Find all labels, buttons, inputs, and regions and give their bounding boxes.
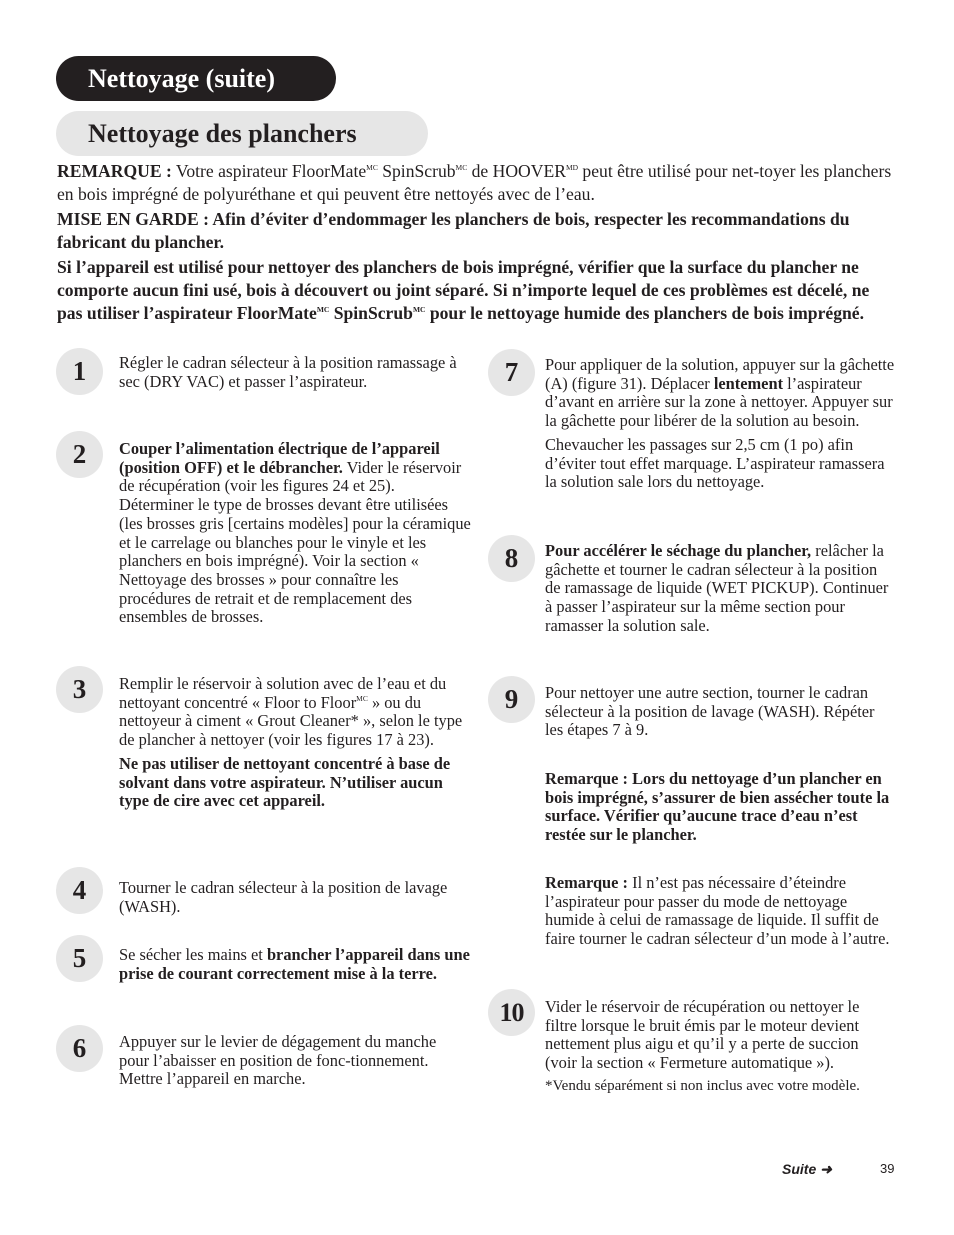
intro-block xyxy=(57,160,892,327)
step-8 xyxy=(545,542,890,641)
remarque-label: REMARQUE : xyxy=(57,161,172,181)
step-number-10: 10 xyxy=(488,989,535,1036)
step-9-text: Pour nettoyer une autre section, tourner le cadran sélecteur à la position de lavage (WASH). Répéter les étapes 7 à 9. xyxy=(545,683,875,740)
warning-text: SpinScrub xyxy=(329,303,413,323)
warning-text: Si l’appareil est utilisé pour nettoyer des planchers de bois imprégné, vérifier que la surface du plancher ne comporte aucun fini usé, bois à découvert ou joint séparé. Si n’importe lequel de ces problèmes est décelé, ne pas utiliser l’aspirateur FloorMate xyxy=(57,257,870,323)
trademark-mc: MC xyxy=(316,305,330,314)
step-number-8: 8 xyxy=(488,535,535,582)
remarque-paragraph xyxy=(57,160,892,206)
step-2 xyxy=(119,440,471,632)
remarque-text: de HOOVER xyxy=(467,161,566,181)
step-5-text: Se sécher les mains et xyxy=(119,945,267,964)
step-7-text-2: Chevaucher les passages sur 2,5 cm (1 po) afin d’éviter tout effet marquage. L’aspirateur ramassera la solution sale lors du nettoyage. xyxy=(545,434,885,492)
step-number-4: 4 xyxy=(56,867,103,914)
subsection-title: Nettoyage des planchers xyxy=(56,111,428,156)
step-5-bold: brancher l’appareil dans une prise de courant correctement mise à la terre. xyxy=(119,945,470,983)
step-4 xyxy=(119,879,459,921)
step-3-bold: Ne pas utiliser de nettoyant concentré à base de solvant dans votre aspirateur. N’utiliser aucun type de cire avec cet appareil. xyxy=(119,753,451,811)
step-6 xyxy=(119,1033,459,1094)
step-9 xyxy=(545,684,890,745)
page-number: 39 xyxy=(880,1161,895,1176)
trademark-mc: MC xyxy=(366,163,378,172)
trademark-mc: MC xyxy=(455,163,468,172)
step-number-6: 6 xyxy=(56,1025,103,1072)
mise-en-garde: MISE EN GARDE : Afin d’éviter d’endommager les planchers de bois, respecter les recommandations du fabricant du plancher. xyxy=(57,209,850,252)
trademark-mc: MC xyxy=(412,305,426,314)
remarque-text: Votre aspirateur FloorMate xyxy=(171,161,367,181)
trademark-mc: MC xyxy=(356,693,368,703)
step-number-3: 3 xyxy=(56,666,103,713)
note-2-text: Il n’est pas nécessaire d’éteindre l’aspirateur pour passer du mode de nettoyage humide à celui de ramassage de liquide. Il suffit de faire tourner le cadran sélecteur d’un mode à l’autre. xyxy=(545,873,890,949)
step-10 xyxy=(545,998,885,1100)
step-number-2: 2 xyxy=(56,431,103,478)
step-5 xyxy=(119,946,474,988)
note-2-label: Remarque : xyxy=(545,873,629,892)
step-number-5: 5 xyxy=(56,935,103,982)
step-3-text: » ou du nettoyeur à ciment « Grout Cleaner* », selon le type de plancher à nettoyer (voir les figures 17 à 23). xyxy=(119,692,463,750)
step-7-text: Pour appliquer de la solution, appuyer sur la gâchette (A) (figure 31). Déplacer xyxy=(545,355,895,393)
step-1-text: Régler le cadran sélecteur à la position ramassage à sec (DRY VAC) et passer l’aspirateur. xyxy=(119,353,457,391)
step-2-bold: Couper l’alimentation électrique de l’appareil (position OFF) et le débrancher. xyxy=(119,439,440,477)
trademark-md: MD xyxy=(565,163,579,172)
step-3-text: Remplir le réservoir à solution avec de l’eau et du nettoyant concentré « Floor to Floor xyxy=(119,674,447,712)
warning-paragraph xyxy=(57,256,892,325)
step-number-1: 1 xyxy=(56,348,103,395)
step-7-text: l’aspirateur d’avant en arrière sur la zone à nettoyer. Appuyer sur la gâchette pour libérer de la solution au besoin. xyxy=(545,373,893,431)
step-number-9: 9 xyxy=(488,676,535,723)
step-6-text: Appuyer sur le levier de dégagement du manche pour l’abaisser en position de fonc-tionnement. Mettre l’appareil en marche. xyxy=(119,1032,437,1089)
note-wood-floor xyxy=(545,770,900,845)
remarque-text: SpinScrub xyxy=(377,161,456,181)
step-7-bold: lentement xyxy=(713,373,784,393)
warning-text: pour le nettoyage humide des planchers de bois imprégné. xyxy=(425,303,864,323)
step-7 xyxy=(545,356,897,497)
step-2-text: Vider le réservoir de récupération (voir les figures 24 et 25). Déterminer le type de brosses devant être utilisées (les brosses gris [certains modèles] pour la céramique et le carrelage ou blanches pour le vinyle et les planchers en bois imprégné). Voir la section « Nettoyage des brosses » pour connaître les procédures de retrait et de remplacement des ensembles de brosses. xyxy=(119,457,471,627)
step-4-text: Tourner le cadran sélecteur à la position de lavage (WASH). xyxy=(119,878,448,916)
note-1-text: Remarque : Lors du nettoyage d’un plancher en bois imprégné, s’assurer de bien assécher toute la surface. Vérifier qu’aucune trace d’eau n’est restée sur le plancher. xyxy=(545,769,890,845)
remarque-text: peut être utilisé pour net-toyer les planchers en bois imprégné de polyuréthane et qui peuvent être nettoyés avec de l’eau. xyxy=(57,161,892,204)
step-3 xyxy=(119,675,471,816)
step-8-bold: Pour accélérer le séchage du plancher, xyxy=(545,541,812,560)
section-title: Nettoyage (suite) xyxy=(56,56,336,101)
step-8-text: relâcher la gâchette et tourner le cadran sélecteur à la position de ramassage de liquide (WET PICKUP). Continuer à passer l’aspirateur sur la même section pour ramasser la solution sale. xyxy=(545,541,889,635)
note-mode-switch xyxy=(545,874,890,949)
continue-label: Suite ➜ xyxy=(782,1161,832,1177)
step-1 xyxy=(119,354,469,396)
step-10-text: Vider le réservoir de récupération ou nettoyer le filtre lorsque le bruit émis par le moteur devient nettement plus aigu et qu’il y a perte de succion (voir la section « Fermeture automatique »). xyxy=(545,997,860,1073)
step-number-7: 7 xyxy=(488,349,535,396)
footnote: *Vendu séparément si non inclus avec votre modèle. xyxy=(545,1077,860,1094)
